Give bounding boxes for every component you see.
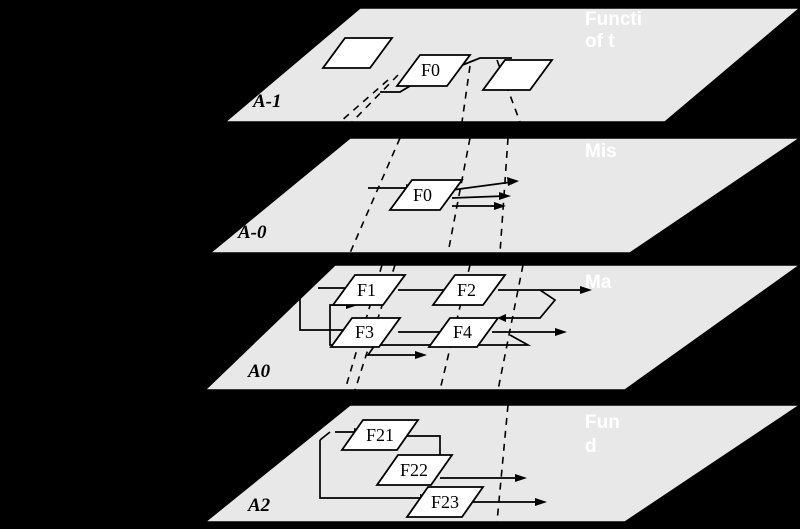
plane-label-a-minus-1: A-1 [253, 91, 282, 112]
plane-side-text-a-minus-1-line2: of t [585, 31, 615, 52]
box-label-f22: F22 [400, 460, 429, 480]
plane-side-text-a-0-line1: Mis [585, 141, 617, 162]
plane-side-text-a0-line1: Ma [585, 272, 612, 293]
box-label-f1: F1 [357, 280, 377, 300]
box-label-f3: F3 [355, 322, 375, 342]
box-label-f21: F21 [366, 425, 395, 445]
plane-label-a2: A2 [248, 495, 271, 516]
plane-side-text-a-minus-1-line1: Functi [585, 9, 642, 30]
box-label-f0-a-0: F0 [413, 185, 433, 205]
plane-label-a0: A0 [248, 361, 271, 382]
box-label-f0-a-minus-1: F0 [421, 60, 441, 80]
box-label-f2: F2 [457, 280, 477, 300]
plane-label-a-0: A-0 [238, 222, 267, 243]
plane-side-text-a2-line2: d [585, 436, 597, 457]
box-label-f23: F23 [431, 492, 460, 512]
box-label-f4: F4 [453, 322, 473, 342]
plane-side-text-a2-line1: Fun [585, 412, 620, 433]
